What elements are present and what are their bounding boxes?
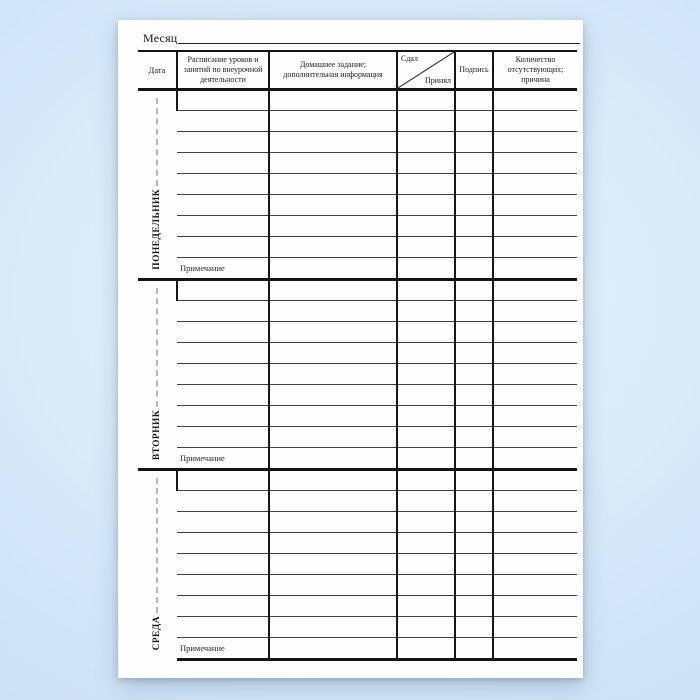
lesson-cell (493, 470, 577, 491)
day-block-tuesday (138, 280, 577, 470)
note-cell (269, 448, 397, 470)
lesson-cell (455, 132, 493, 153)
lesson-cell (397, 343, 455, 364)
lesson-row (138, 512, 577, 533)
lesson-row (138, 237, 577, 258)
lesson-cell (269, 364, 397, 385)
date-underline (156, 288, 158, 407)
lesson-cell (397, 385, 455, 406)
lesson-cell (397, 596, 455, 617)
lesson-cell (177, 343, 269, 364)
lesson-row (138, 596, 577, 617)
lesson-cell (177, 617, 269, 638)
lesson-cell (177, 512, 269, 533)
lesson-row (138, 111, 577, 132)
lesson-cell (177, 132, 269, 153)
lesson-cell (397, 237, 455, 258)
lesson-cell (455, 90, 493, 111)
lesson-cell (177, 153, 269, 174)
lesson-cell (177, 491, 269, 512)
lesson-cell (269, 343, 397, 364)
lesson-cell (493, 343, 577, 364)
lesson-cell (455, 174, 493, 195)
lesson-cell (493, 364, 577, 385)
lesson-cell (269, 216, 397, 237)
header-date: Дата (138, 51, 177, 90)
lesson-cell (177, 90, 269, 111)
lesson-cell (397, 533, 455, 554)
lesson-cell (269, 153, 397, 174)
lesson-cell (455, 343, 493, 364)
lesson-cell (177, 111, 269, 132)
lesson-row (138, 554, 577, 575)
lesson-cell (397, 554, 455, 575)
lesson-cell (397, 153, 455, 174)
lesson-cell (397, 575, 455, 596)
lesson-cell (397, 195, 455, 216)
lesson-cell (269, 470, 397, 491)
lesson-cell (269, 512, 397, 533)
lesson-cell (177, 237, 269, 258)
note-row (138, 638, 577, 660)
lesson-cell (269, 406, 397, 427)
lesson-row (138, 90, 577, 111)
note-cell (397, 638, 455, 660)
day-block-wednesday (138, 470, 577, 660)
lesson-cell (493, 491, 577, 512)
lesson-row (138, 533, 577, 554)
lesson-cell (493, 406, 577, 427)
month-row (143, 31, 580, 45)
lesson-cell (455, 237, 493, 258)
lesson-row (138, 153, 577, 174)
lesson-row (138, 427, 577, 448)
lesson-cell (177, 554, 269, 575)
lesson-row (138, 280, 577, 301)
lesson-cell (493, 280, 577, 301)
lesson-cell (269, 427, 397, 448)
note-cell (493, 258, 577, 280)
lesson-cell (493, 554, 577, 575)
lesson-cell (177, 322, 269, 343)
lesson-cell (397, 111, 455, 132)
lesson-cell (455, 280, 493, 301)
lesson-cell (177, 470, 269, 491)
lesson-cell (455, 385, 493, 406)
lesson-cell (269, 132, 397, 153)
date-underline (156, 98, 158, 186)
lesson-row (138, 195, 577, 216)
note-label: Примечание (177, 258, 269, 280)
lesson-cell (397, 427, 455, 448)
day-name-label: ПОНЕДЕЛЬНИК (152, 189, 162, 270)
lesson-cell (455, 111, 493, 132)
diagonal-split-cell (398, 52, 454, 88)
date-cell-inner (138, 91, 176, 275)
lesson-cell (397, 491, 455, 512)
lesson-cell (397, 280, 455, 301)
day-name-label: ВТОРНИК (152, 409, 162, 460)
lesson-cell (493, 512, 577, 533)
lesson-cell (269, 533, 397, 554)
lesson-cell (177, 364, 269, 385)
lesson-cell (455, 596, 493, 617)
date-cell (138, 280, 177, 470)
lesson-cell (177, 301, 269, 322)
header-submitted-accepted (397, 51, 455, 90)
note-label: Примечание (177, 448, 269, 470)
lesson-cell (269, 90, 397, 111)
lesson-cell (493, 132, 577, 153)
lesson-cell (269, 575, 397, 596)
header-absent: Количество отсутствующих; причина (493, 51, 577, 90)
lesson-cell (177, 406, 269, 427)
lesson-cell (269, 617, 397, 638)
note-cell (455, 638, 493, 660)
lesson-row (138, 575, 577, 596)
note-row (138, 448, 577, 470)
lesson-cell (455, 575, 493, 596)
lesson-cell (493, 237, 577, 258)
lesson-cell (397, 364, 455, 385)
lesson-row (138, 132, 577, 153)
lesson-cell (493, 195, 577, 216)
lesson-row (138, 343, 577, 364)
lesson-row (138, 301, 577, 322)
lesson-cell (455, 153, 493, 174)
lesson-row (138, 364, 577, 385)
note-cell (397, 258, 455, 280)
lesson-cell (493, 153, 577, 174)
note-label: Примечание (177, 638, 269, 660)
date-cell-inner (138, 471, 176, 655)
lesson-cell (455, 427, 493, 448)
lesson-cell (177, 575, 269, 596)
lesson-cell (397, 470, 455, 491)
lesson-cell (455, 364, 493, 385)
lesson-cell (455, 216, 493, 237)
lesson-row (138, 491, 577, 512)
lesson-cell (177, 596, 269, 617)
lesson-cell (493, 533, 577, 554)
note-cell (455, 258, 493, 280)
lesson-cell (493, 575, 577, 596)
month-underline (178, 43, 580, 44)
lesson-cell (269, 195, 397, 216)
lesson-cell (455, 301, 493, 322)
note-cell (455, 448, 493, 470)
header-submitted: Сдал (401, 54, 419, 63)
lesson-row (138, 216, 577, 237)
note-cell (397, 448, 455, 470)
lesson-row (138, 470, 577, 491)
lesson-cell (493, 427, 577, 448)
lesson-cell (269, 111, 397, 132)
lesson-cell (269, 174, 397, 195)
day-block-monday (138, 90, 577, 280)
lesson-cell (177, 216, 269, 237)
lesson-cell (269, 596, 397, 617)
lesson-cell (269, 322, 397, 343)
lesson-cell (177, 174, 269, 195)
lesson-cell (269, 385, 397, 406)
lesson-cell (269, 237, 397, 258)
lesson-cell (397, 617, 455, 638)
lesson-cell (397, 322, 455, 343)
journal-page (118, 20, 583, 678)
lesson-row (138, 385, 577, 406)
note-cell (269, 638, 397, 660)
lesson-row (138, 406, 577, 427)
lesson-cell (493, 617, 577, 638)
lesson-cell (177, 385, 269, 406)
header-accepted: Принял (424, 76, 451, 85)
lesson-cell (397, 216, 455, 237)
date-cell (138, 90, 177, 280)
lesson-cell (493, 174, 577, 195)
note-cell (269, 258, 397, 280)
lesson-cell (269, 280, 397, 301)
lesson-cell (397, 301, 455, 322)
lesson-cell (177, 427, 269, 448)
lesson-cell (493, 90, 577, 111)
lesson-cell (269, 491, 397, 512)
lesson-cell (493, 301, 577, 322)
lesson-cell (397, 174, 455, 195)
lesson-cell (397, 406, 455, 427)
lesson-cell (493, 322, 577, 343)
lesson-cell (397, 512, 455, 533)
month-label: Месяц (143, 31, 178, 45)
header-schedule: Расписание уроков и занятий по внеурочной деятельности (177, 51, 269, 90)
lesson-cell (493, 385, 577, 406)
lesson-cell (177, 533, 269, 554)
header-homework: Домашнее задание; дополнительная информация (269, 51, 397, 90)
lesson-cell (177, 280, 269, 301)
lesson-cell (269, 301, 397, 322)
lesson-row (138, 174, 577, 195)
lesson-cell (455, 554, 493, 575)
note-row (138, 258, 577, 280)
lesson-row (138, 617, 577, 638)
lesson-cell (455, 322, 493, 343)
lesson-cell (455, 470, 493, 491)
lesson-cell (455, 491, 493, 512)
date-cell-inner (138, 281, 176, 465)
lesson-cell (397, 132, 455, 153)
date-cell (138, 470, 177, 660)
lesson-cell (455, 512, 493, 533)
lesson-cell (493, 216, 577, 237)
date-underline (156, 478, 158, 613)
lesson-cell (177, 195, 269, 216)
lesson-row (138, 322, 577, 343)
lesson-cell (269, 554, 397, 575)
table-header (138, 51, 577, 90)
lesson-cell (455, 533, 493, 554)
weekly-journal-table (138, 50, 577, 661)
lesson-cell (493, 596, 577, 617)
lesson-cell (493, 111, 577, 132)
lesson-cell (455, 406, 493, 427)
lesson-cell (455, 195, 493, 216)
header-signature: Подпись (455, 51, 493, 90)
note-cell (493, 638, 577, 660)
note-cell (493, 448, 577, 470)
day-name-label: СРЕДА (152, 615, 162, 650)
lesson-cell (397, 90, 455, 111)
lesson-cell (455, 617, 493, 638)
